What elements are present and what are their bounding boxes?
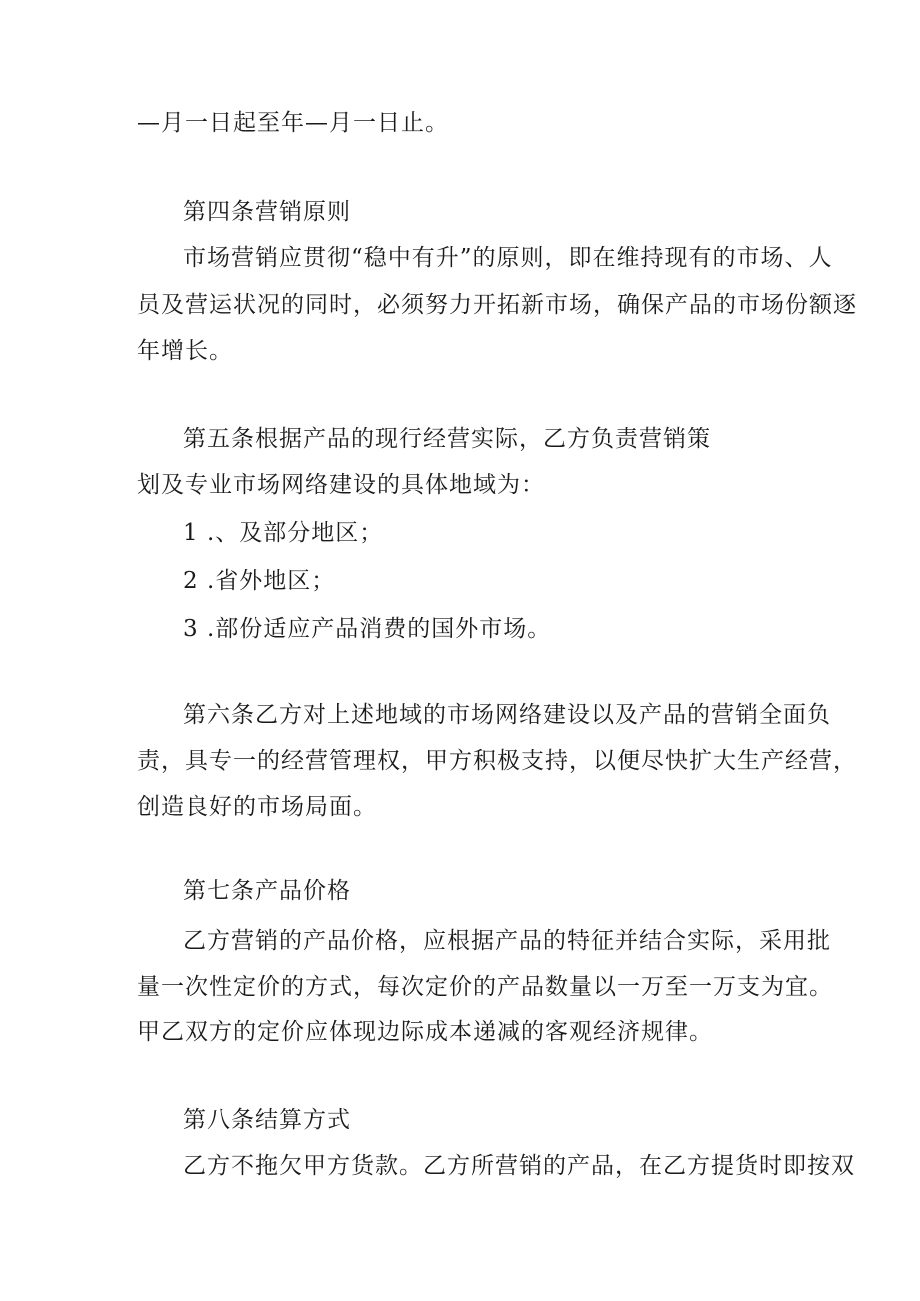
text-line: 创造良好的市场局面。 — [137, 794, 377, 820]
section-heading: 第七条产品价格 — [183, 878, 351, 904]
text-line: 市场营销应贯彻“稳中有升”的原则，即在维持现有的市场、人 — [183, 245, 833, 271]
section-heading: 第六条乙方对上述地域的市场网络建设以及产品的营销全面负 — [183, 702, 831, 728]
text-line: 乙方营销的产品价格，应根据产品的特征并结合实际，采用批 — [183, 928, 831, 954]
text-line: 乙方不拖欠甲方货款。乙方所营销的产品，在乙方提货时即按双 — [183, 1153, 855, 1179]
section-heading: 第五条根据产品的现行经营实际，乙方负责营销策 — [183, 426, 711, 452]
list-item: 3 .部份适应产品消费的国外市场。 — [183, 616, 552, 642]
text-line: 划及专业市场网络建设的具体地域为： — [137, 472, 545, 498]
text-line: —月一日起至年—月一日止。 — [137, 110, 449, 136]
list-item: 2 .省外地区； — [183, 568, 336, 594]
text-line: 责，具专一的经营管理权，甲方积极支持，以便尽快扩大生产经营， — [137, 748, 857, 774]
text-line: 量一次性定价的方式，每次定价的产品数量以一万至一万支为宜。 — [137, 974, 833, 1000]
text-line: 甲乙双方的定价应体现边际成本递减的客观经济规律。 — [137, 1019, 713, 1045]
section-heading: 第八条结算方式 — [183, 1107, 351, 1133]
list-item: 1 .、及部分地区； — [183, 520, 384, 546]
text-line: 员及营运状况的同时，必须努力开拓新市场，确保产品的市场份额逐 — [137, 292, 857, 318]
section-heading: 第四条营销原则 — [183, 199, 351, 225]
text-line: 年增长。 — [137, 338, 233, 364]
